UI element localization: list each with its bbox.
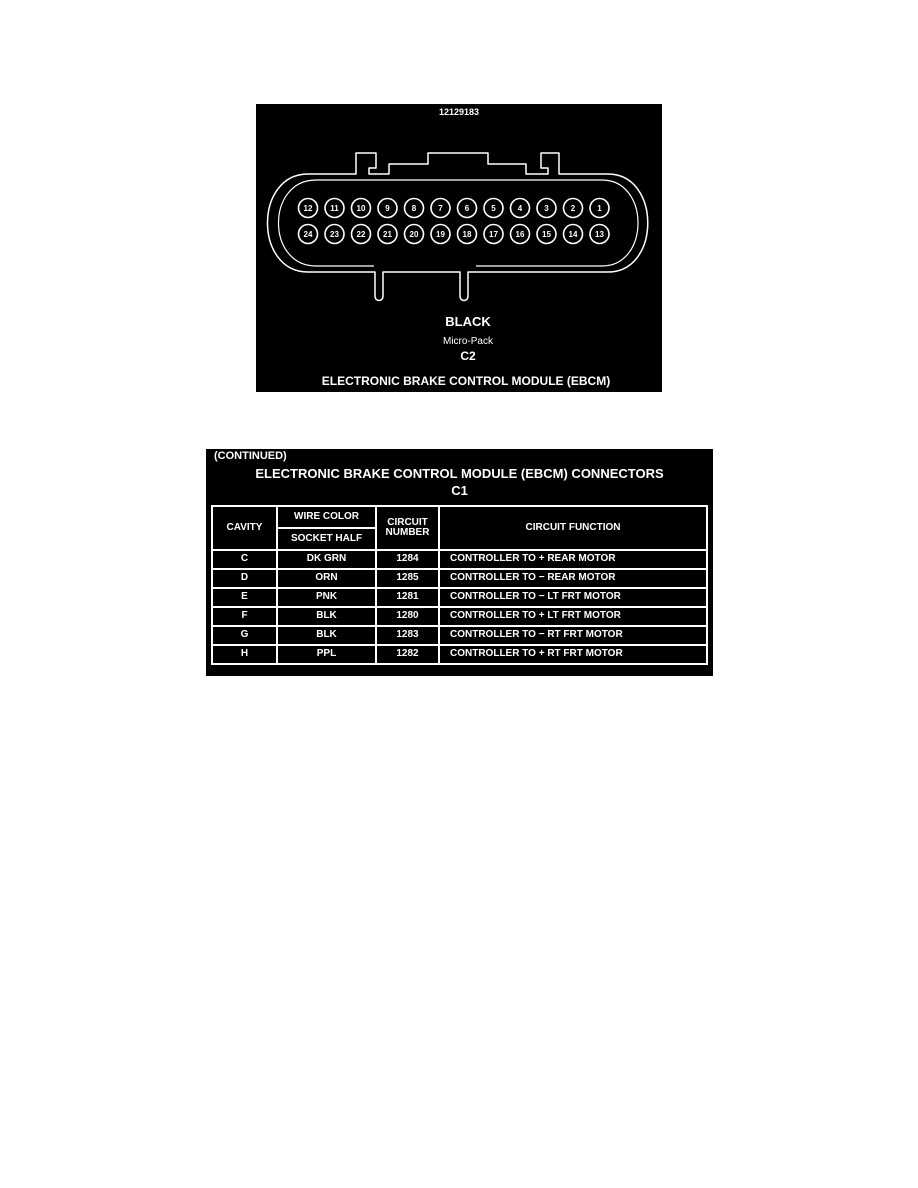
pin-5-label: 5 (491, 204, 496, 213)
wire-color-cell: PNK (277, 588, 376, 607)
pin-4-label: 4 (517, 204, 523, 213)
pin-17-label: 17 (489, 230, 498, 239)
circuit-number-cell: 1284 (376, 550, 439, 569)
pin-8-label: 8 (411, 204, 417, 213)
pin-16-label: 16 (515, 230, 525, 239)
cavity-cell: E (212, 588, 277, 607)
table-row (212, 645, 707, 664)
pin-9-label: 9 (385, 204, 390, 213)
pin-18-label: 18 (462, 230, 472, 239)
connector-diagram (256, 104, 662, 392)
table-row (212, 626, 707, 645)
circuit-number-cell: 1283 (376, 626, 439, 645)
pin-2-label: 2 (570, 204, 576, 213)
pin-13-label: 13 (595, 230, 604, 239)
pin-15-label: 15 (542, 230, 551, 239)
table-title: ELECTRONIC BRAKE CONTROL MODULE (EBCM) CONNECTORS (255, 466, 664, 481)
pin-20-label: 20 (409, 230, 419, 239)
circuit-function-cell: CONTROLLER TO + REAR MOTOR (439, 550, 707, 569)
connector-color: BLACK (445, 314, 491, 329)
pin-11-label: 11 (330, 204, 339, 213)
wire-color-cell: ORN (277, 569, 376, 588)
wire-color-cell: DK GRN (277, 550, 376, 569)
part-number: 12129183 (438, 107, 480, 117)
connector-id: C2 (460, 349, 476, 363)
pin-3-label: 3 (544, 204, 549, 213)
table-row (212, 550, 707, 569)
circuit-number-cell: 1282 (376, 645, 439, 664)
header-wire-color: WIRE COLOR (277, 506, 376, 528)
pin-7-label: 7 (438, 204, 443, 213)
circuit-function-cell: CONTROLLER TO − RT FRT MOTOR (439, 626, 707, 645)
connector-caption: ELECTRONIC BRAKE CONTROL MODULE (EBCM) (321, 374, 611, 388)
pin-19-label: 19 (436, 230, 445, 239)
connector-housing-inner-outline (279, 180, 639, 266)
header-socket-half: SOCKET HALF (277, 528, 376, 550)
pin-23-label: 23 (330, 230, 339, 239)
cavity-cell: G (212, 626, 277, 645)
pin-22-label: 22 (356, 230, 366, 239)
connector-type: Micro-Pack (442, 336, 494, 347)
continued-label: (CONTINUED) (214, 450, 287, 462)
pin-6-label: 6 (464, 204, 470, 213)
pin-21-label: 21 (383, 230, 392, 239)
connector-drawing (256, 104, 662, 392)
circuit-function-cell: CONTROLLER TO + RT FRT MOTOR (439, 645, 707, 664)
header-cavity: CAVITY (212, 506, 277, 550)
cavity-cell: H (212, 645, 277, 664)
table-row (212, 588, 707, 607)
circuit-function-cell: CONTROLLER TO − LT FRT MOTOR (439, 588, 707, 607)
table-row (212, 607, 707, 626)
header-circuit-function: CIRCUIT FUNCTION (439, 506, 707, 550)
cavity-cell: D (212, 569, 277, 588)
pin-group (299, 199, 610, 244)
circuit-number-cell: 1280 (376, 607, 439, 626)
circuit-number-cell: 1281 (376, 588, 439, 607)
table-subtitle: C1 (451, 483, 468, 498)
cavity-table (211, 505, 708, 665)
circuit-function-cell: CONTROLLER TO − REAR MOTOR (439, 569, 707, 588)
circuit-function-cell: CONTROLLER TO + LT FRT MOTOR (439, 607, 707, 626)
wire-color-cell: PPL (277, 645, 376, 664)
table-row (212, 569, 707, 588)
table-body (212, 550, 707, 664)
ebcm-connector-table (206, 449, 713, 676)
wire-color-cell: BLK (277, 626, 376, 645)
wire-color-cell: BLK (277, 607, 376, 626)
cavity-cell: F (212, 607, 277, 626)
pin-24-label: 24 (303, 230, 313, 239)
pin-1-label: 1 (597, 204, 602, 213)
pin-14-label: 14 (568, 230, 578, 239)
pin-12-label: 12 (303, 204, 313, 213)
pin-10-label: 10 (356, 204, 366, 213)
connector-housing-outline (268, 153, 648, 301)
cavity-cell: C (212, 550, 277, 569)
circuit-number-cell: 1285 (376, 569, 439, 588)
header-circuit-number: CIRCUIT NUMBER (376, 506, 439, 550)
